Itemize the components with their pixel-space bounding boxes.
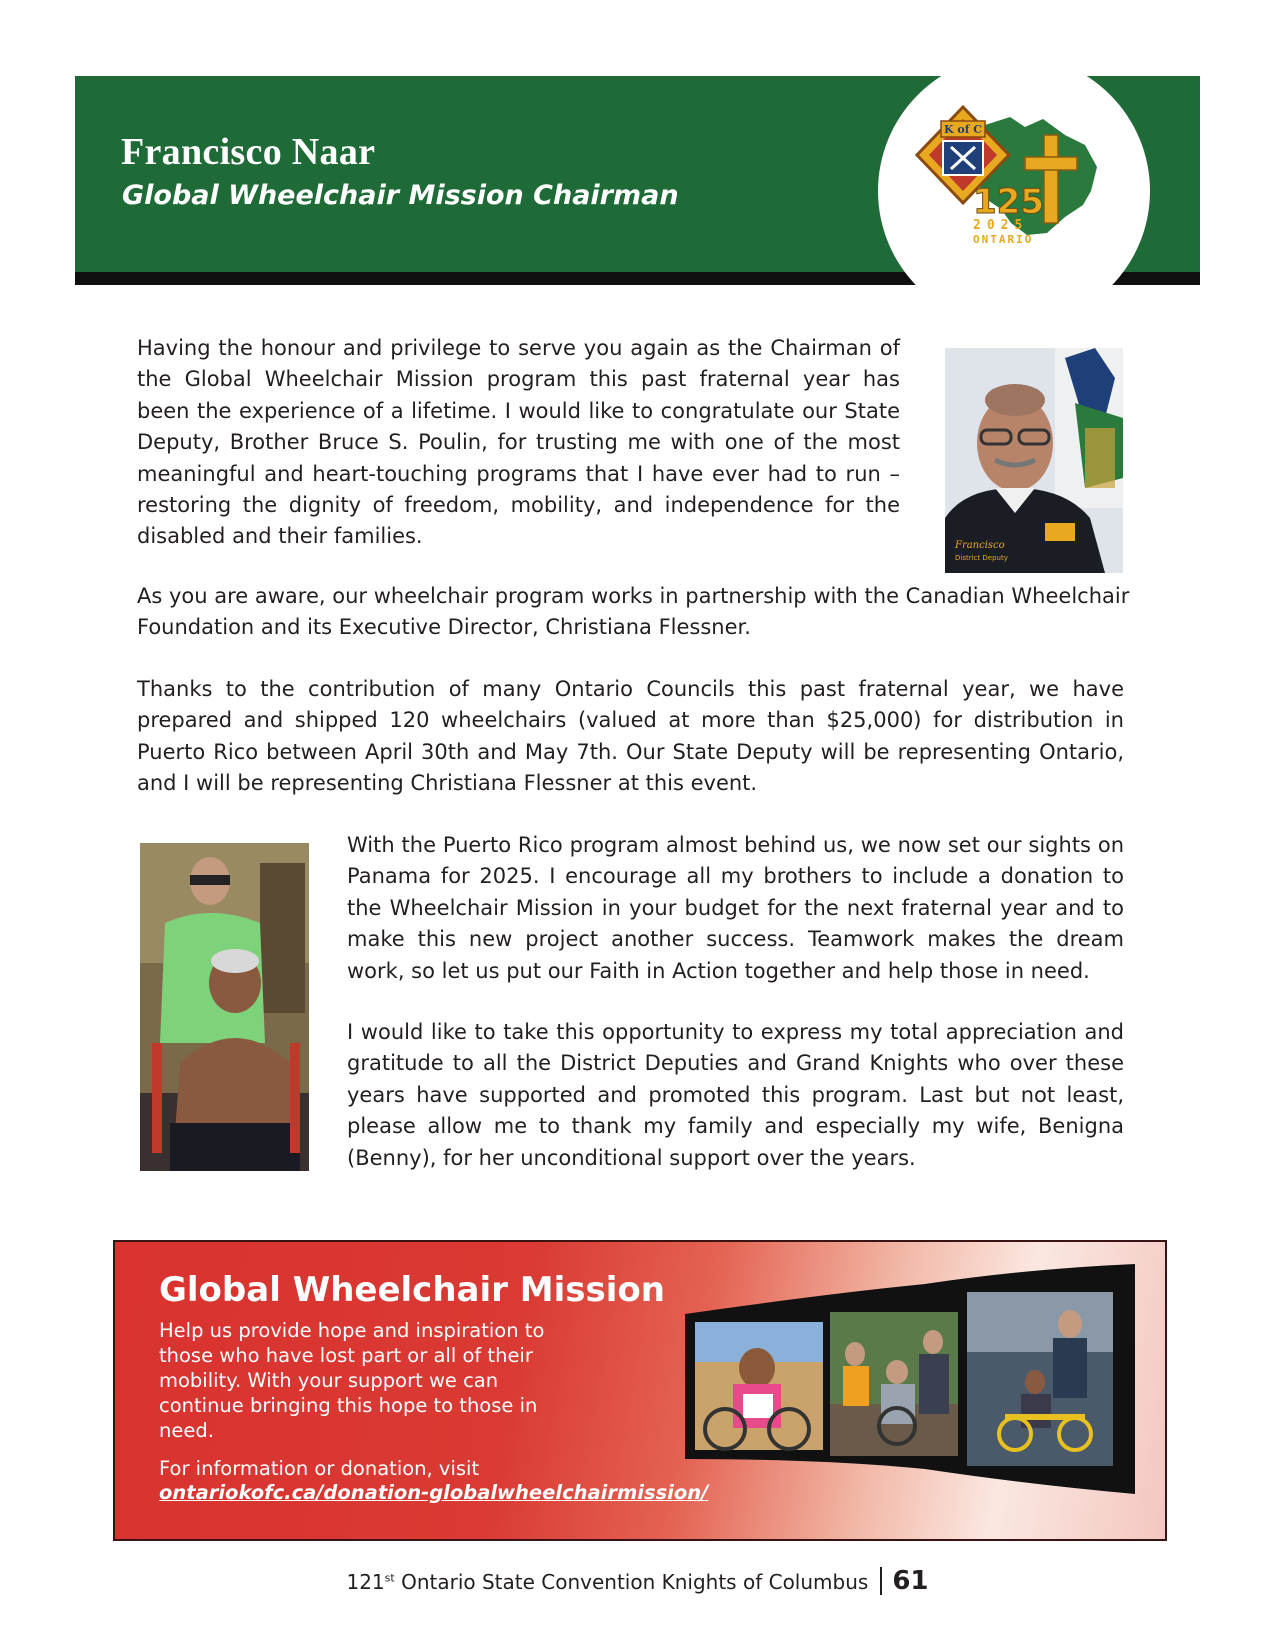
filmstrip-photos <box>675 1264 1145 1524</box>
wheelchair-recipient-photo <box>140 843 309 1171</box>
svg-text:K of C: K of C <box>943 123 983 136</box>
svg-text:ONTARIO: ONTARIO <box>973 233 1034 246</box>
donation-link[interactable]: ontariokofc.ca/donation-globalwheelchairmission/ <box>159 1481 709 1504</box>
banner-title: Global Wheelchair Mission <box>159 1270 665 1310</box>
author-name: Francisco Naar <box>121 131 376 173</box>
banner-info: For information or donation, visit <box>159 1457 480 1480</box>
header-clip <box>860 285 1180 345</box>
footer-edition-suffix: st <box>384 1571 395 1585</box>
author-role: Global Wheelchair Mission Chairman <box>122 180 679 211</box>
footer-edition: 121 <box>346 1570 385 1594</box>
filmstrip-photo-1 <box>695 1322 823 1450</box>
svg-text:125: 125 <box>973 182 1044 222</box>
footer-title: Ontario State Convention Knights of Columbus <box>401 1570 869 1594</box>
kofc-125-ontario-logo-icon <box>915 105 1115 255</box>
paragraph-panama: With the Puerto Rico program almost behind us, we now set our sights on Panama for 2025. I encourage all my brothers to include a donation to the Wheelchair Mission in your budget for the next fraternal year and to make this new project another success. Teamwork makes the dream work, so let us put our Faith in Action together and help those in need. <box>347 833 1124 983</box>
footer-divider <box>880 1567 882 1595</box>
page-number: 61 <box>892 1566 929 1596</box>
filmstrip-photo-2 <box>830 1312 958 1456</box>
banner-text: Help us provide hope and inspiration to those who have lost part or all of their mobility. With your support we can continue bringing this hope to those in need. <box>159 1319 545 1442</box>
svg-text:2025: 2025 <box>973 218 1029 233</box>
svg-text:District Deputy: District Deputy <box>955 554 1008 562</box>
donation-banner <box>113 1240 1167 1541</box>
paragraph-intro: Having the honour and privilege to serve you again as the Chairman of the Global Wheelchair Mission program this past fraternal year has been the experience of a lifetime. I would like to congratulate our State Deputy, Brother Bruce S. Poulin, for trusting me with one of the most meaningful and heart-touching programs that I have ever had to run – restoring the dignity of freedom, mobility, and independence for the disabled and their families. <box>137 336 900 549</box>
paragraph-appreciation: I would like to take this opportunity to express my total appreciation and gratitude to all the District Deputies and Grand Knights who over these years have supported and promoted this program. Last but not least, please allow me to thank my family and especially my wife, Benigna (Benny), for her unconditional support over the years. <box>347 1020 1124 1170</box>
filmstrip-photo-3 <box>967 1292 1113 1466</box>
paragraph-partnership: As you are aware, our wheelchair program works in partnership with the Canadian Wheelchair Foundation and its Executive Director, Christiana Flessner. <box>137 584 1130 640</box>
paragraph-puerto-rico: Thanks to the contribution of many Ontario Councils this past fraternal year, we have prepared and shipped 120 wheelchairs (valued at more than $25,000) for distribution in Puerto Rico between April 30th and May 7th. Our State Deputy will be representing Ontario, and I will be representing Christiana Flessner at this event. <box>137 677 1124 796</box>
svg-text:Francisco: Francisco <box>955 540 1005 551</box>
page-footer <box>0 1566 1275 1596</box>
portrait-photo <box>945 348 1123 573</box>
